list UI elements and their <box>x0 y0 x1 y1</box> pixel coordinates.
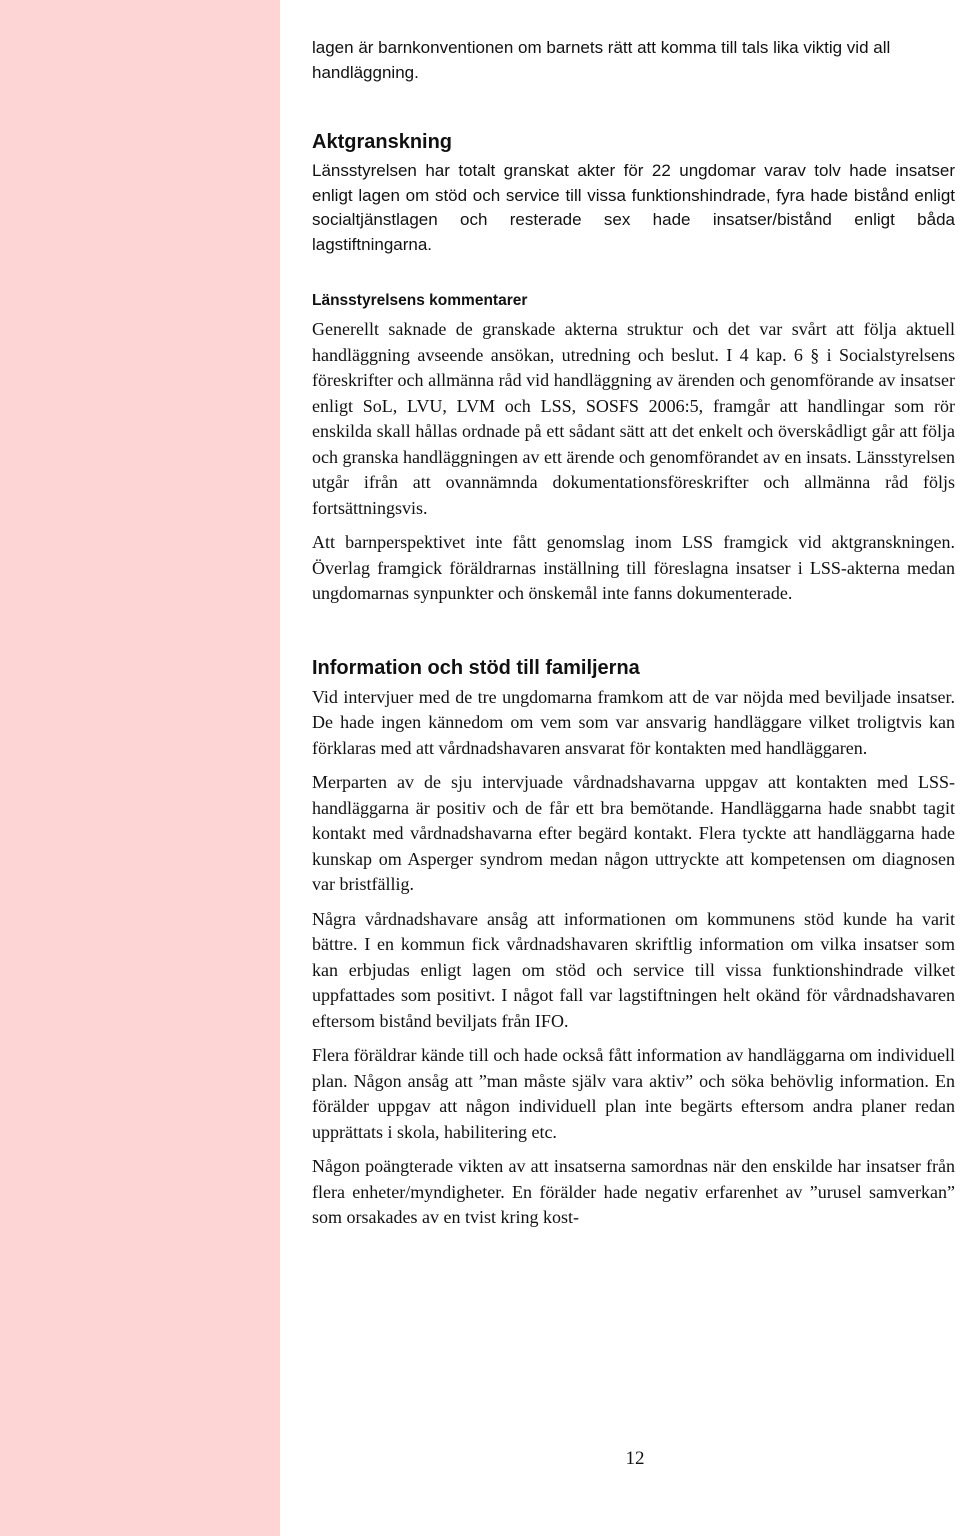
document-body <box>312 36 955 1231</box>
information-paragraph-1: Vid intervjuer med de tre ungdomarna framkom att de var nöjda med beviljade insatser. De hade ingen kännedom om vem som var ansvarig handläggare vilket troligtvis kan förklaras med att vårdnadshavaren ansvarat för kontakten med handläggaren. <box>312 686 955 758</box>
information-paragraph-5: Någon poängterade vikten av att insatserna samordnas när den enskilde har insatser från flera enheter/myndigheter. En förälder hade negativ erfarenhet av ”urusel samverkan” som orsakades av en tvist kring kost- <box>312 1156 955 1227</box>
information-paragraph-3: Några vårdnadshavare ansåg att informationen om kommunens stöd kunde ha varit bättre. I en kommun fick vårdnadshavaren skriftlig information om vilka insatser som kan erbjudas enligt lagen om stöd och service till vissa funktionshindrade vilket uppfattades som positivt. I något fall var lagstiftningen helt okänd för vårdnadshavaren eftersom bistånd beviljats från IFO. <box>312 908 955 1031</box>
page-margin-band <box>0 0 280 1536</box>
heading-lansstyrelsens-kommentarer: Länsstyrelsens kommentarer <box>312 292 528 309</box>
kommentarer-paragraph-1: Generellt saknade de granskade akterna struktur och det var svårt att följa aktuell handläggning avseende ansökan, utredning och beslut. I 4 kap. 6 § i Socialstyrelsens föreskrifter och allmänna råd vid handläggning av ärenden och genomförande av insatser enligt SoL, LVU, LVM och LSS, SOSFS 2006:5, framgår att handlingar som rör enskilda skall hållas ordnade på ett sådant sätt att det enkelt och överskådligt går att följa och granska handläggningen av ett ärende och genomförandet av en insats. Länsstyrelsen utgår ifrån att ovannämnda dokumentationsföreskrifter och allmänna råd följs fortsättningsvis. <box>312 319 955 518</box>
intro-paragraph: lagen är barnkonventionen om barnets rätt att komma till tals lika viktig vid all handläggning. <box>312 38 891 82</box>
heading-information-och-stod: Information och stöd till familjerna <box>312 656 640 679</box>
aktgranskning-paragraph: Länsstyrelsen har totalt granskat akter för 22 ungdomar varav tolv hade insatser enligt lagen om stöd och service till vissa funktionshindrade, fyra hade bistånd enligt socialtjänstlagen och resterade sex hade insatser/bistånd enligt båda lagstiftningarna. <box>312 161 955 254</box>
kommentarer-paragraph-2: Att barnperspektivet inte fått genomslag inom LSS framgick vid aktgranskningen. Överlag framgick föräldrarnas inställning till föreslagna insatser i LSS-akterna medan ungdomarnas synpunkter och önskemål inte fanns dokumenterade. <box>312 532 955 603</box>
heading-aktgranskning: Aktgranskning <box>312 131 453 153</box>
information-paragraph-4: Flera föräldrar kände till och hade också fått information av handläggarna om individuell plan. Någon ansåg att ”man måste själv vara aktiv” och söka behövlig information. En förälder uppgav att någon individuell plan inte begärts eftersom andra planer redan upprättats i skola, habilitering etc. <box>312 1045 955 1142</box>
information-paragraph-2: Merparten av de sju intervjuade vårdnadshavarna uppgav att kontakten med LSS-handläggarna är positiv och de får ett bra bemötande. Handläggarna hade snabbt tagit kontakt med vårdnadshavarna efter begärd kontakt. Flera tyckte att handläggarna hade kunskap om Asperger syndrom medan någon uttryckte att kompetensen om diagnosen var bristfällig. <box>312 772 955 894</box>
page-number: 12 <box>625 1448 645 1469</box>
